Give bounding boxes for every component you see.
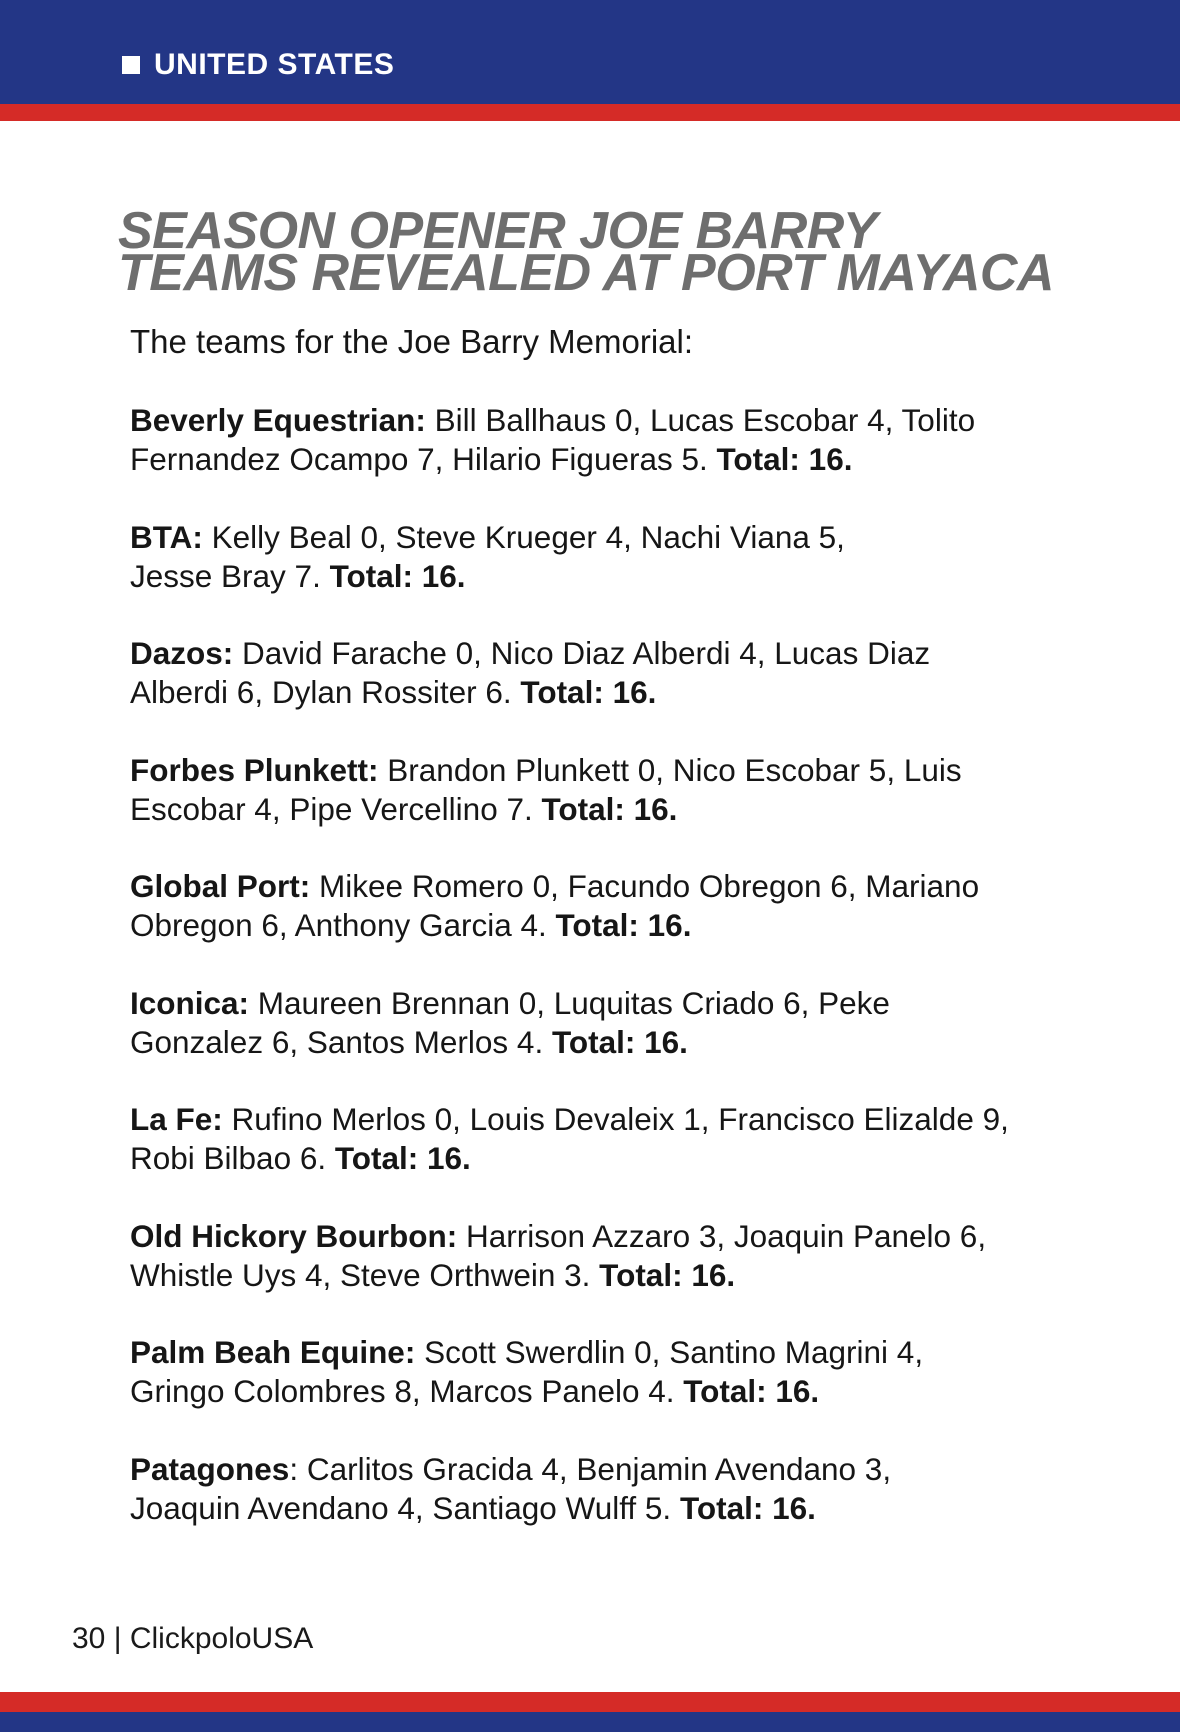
section-label-text: UNITED STATES bbox=[154, 48, 395, 81]
team-line-1 bbox=[130, 1100, 1090, 1139]
team-total: Total: 16. bbox=[599, 1256, 736, 1293]
team-line-2 bbox=[130, 440, 1090, 479]
team-players: Gonzalez 6, Santos Merlos 4. bbox=[130, 1023, 552, 1060]
team-total: Total: 16. bbox=[334, 1140, 471, 1176]
team-players: Robi Bilbao 6. bbox=[130, 1140, 335, 1176]
team-name: Forbes Plunkett: bbox=[130, 751, 379, 788]
team-total: Total: 16. bbox=[683, 1373, 820, 1409]
team-line-1 bbox=[130, 751, 1090, 790]
team-name: Dazos: bbox=[130, 635, 234, 671]
team-entry bbox=[130, 1100, 1090, 1178]
team-line-1 bbox=[130, 1450, 1090, 1489]
team-name: Beverly Equestrian: bbox=[130, 402, 426, 438]
team-total: Total: 16. bbox=[551, 1023, 688, 1060]
team-players: Brandon Plunkett 0, Nico Escobar 5, Luis bbox=[378, 751, 962, 788]
team-name: Global Port: bbox=[130, 868, 311, 904]
team-players: Bill Ballhaus 0, Lucas Escobar 4, Tolito bbox=[425, 402, 976, 438]
team-line-1 bbox=[130, 867, 1090, 906]
team-line-2 bbox=[130, 673, 1090, 712]
team-entry bbox=[130, 1217, 1090, 1295]
team-line-1 bbox=[130, 984, 1090, 1023]
team-entry bbox=[130, 1333, 1090, 1411]
team-players: Obregon 6, Anthony Garcia 4. bbox=[130, 907, 556, 943]
headline-line-2: TEAMS REVEALED AT PORT MAYACA bbox=[118, 244, 1054, 302]
team-line-2 bbox=[130, 1023, 1090, 1062]
team-line-2 bbox=[130, 1139, 1090, 1178]
team-entry bbox=[130, 1450, 1090, 1528]
page-footer: 30 | ClickpoloUSA bbox=[72, 1622, 314, 1655]
team-players: Rufino Merlos 0, Louis Devaleix 1, Francisco Elizalde 9, bbox=[222, 1101, 1009, 1137]
team-name: Palm Beah Equine: bbox=[130, 1334, 416, 1370]
team-line-2 bbox=[130, 790, 1090, 829]
team-entry bbox=[130, 401, 1090, 479]
team-line-2 bbox=[130, 1372, 1090, 1411]
team-name: Iconica: bbox=[130, 984, 250, 1021]
team-players: Whistle Uys 4, Steve Orthwein 3. bbox=[130, 1256, 600, 1293]
team-total: Total: 16. bbox=[555, 907, 692, 943]
team-players: Joaquin Avendano 4, Santiago Wulff 5. bbox=[130, 1489, 680, 1526]
team-players: Harrison Azzaro 3, Joaquin Panelo 6, bbox=[457, 1217, 987, 1254]
team-line-2 bbox=[130, 1489, 1090, 1528]
team-line-1 bbox=[130, 634, 1090, 673]
footer-blue-band bbox=[0, 1712, 1180, 1732]
team-players: Gringo Colombres 8, Marcos Panelo 4. bbox=[130, 1373, 684, 1409]
team-line-2 bbox=[130, 557, 1090, 596]
team-players: Mikee Romero 0, Facundo Obregon 6, Mariano bbox=[310, 868, 980, 904]
team-total: Total: 16. bbox=[520, 674, 657, 710]
team-entry bbox=[130, 751, 1090, 829]
team-name: Old Hickory Bourbon: bbox=[130, 1217, 458, 1254]
team-line-1 bbox=[130, 401, 1090, 440]
intro-text: The teams for the Joe Barry Memorial: bbox=[130, 323, 694, 360]
team-total: Total: 16. bbox=[541, 790, 678, 827]
square-bullet-icon bbox=[122, 56, 140, 74]
team-total: Total: 16. bbox=[679, 1489, 816, 1526]
team-players: Maureen Brennan 0, Luquitas Criado 6, Peke bbox=[249, 984, 890, 1021]
team-line-1 bbox=[130, 1217, 1090, 1256]
team-line-1 bbox=[130, 1333, 1090, 1372]
team-entry bbox=[130, 984, 1090, 1062]
team-total: Total: 16. bbox=[329, 557, 466, 594]
footer-red-stripe bbox=[0, 1692, 1180, 1712]
team-line-1 bbox=[130, 518, 1090, 557]
team-entry bbox=[130, 867, 1090, 945]
team-players: Kelly Beal 0, Steve Krueger 4, Nachi Viana 5, bbox=[202, 518, 845, 555]
team-name: BTA: bbox=[130, 518, 203, 555]
article-headline bbox=[118, 202, 1118, 302]
team-players: Jesse Bray 7. bbox=[130, 557, 330, 594]
team-players: David Farache 0, Nico Diaz Alberdi 4, Lucas Diaz bbox=[233, 635, 931, 671]
headline-line-1: SEASON OPENER JOE BARRY bbox=[118, 202, 878, 260]
team-entry bbox=[130, 518, 1090, 596]
team-players: Escobar 4, Pipe Vercellino 7. bbox=[130, 790, 542, 827]
team-total: Total: 16. bbox=[716, 441, 853, 477]
team-name: Patagones bbox=[130, 1450, 290, 1487]
team-players: : Carlitos Gracida 4, Benjamin Avendano 3, bbox=[289, 1450, 892, 1487]
team-players: Fernandez Ocampo 7, Hilario Figueras 5. bbox=[130, 441, 717, 477]
team-line-2 bbox=[130, 1256, 1090, 1295]
team-list bbox=[130, 401, 1090, 1566]
team-entry bbox=[130, 634, 1090, 712]
team-name: La Fe: bbox=[130, 1101, 223, 1137]
header-red-stripe bbox=[0, 104, 1180, 121]
team-line-2 bbox=[130, 906, 1090, 945]
section-label bbox=[122, 48, 394, 82]
team-players: Alberdi 6, Dylan Rossiter 6. bbox=[130, 674, 521, 710]
team-players: Scott Swerdlin 0, Santino Magrini 4, bbox=[415, 1334, 924, 1370]
